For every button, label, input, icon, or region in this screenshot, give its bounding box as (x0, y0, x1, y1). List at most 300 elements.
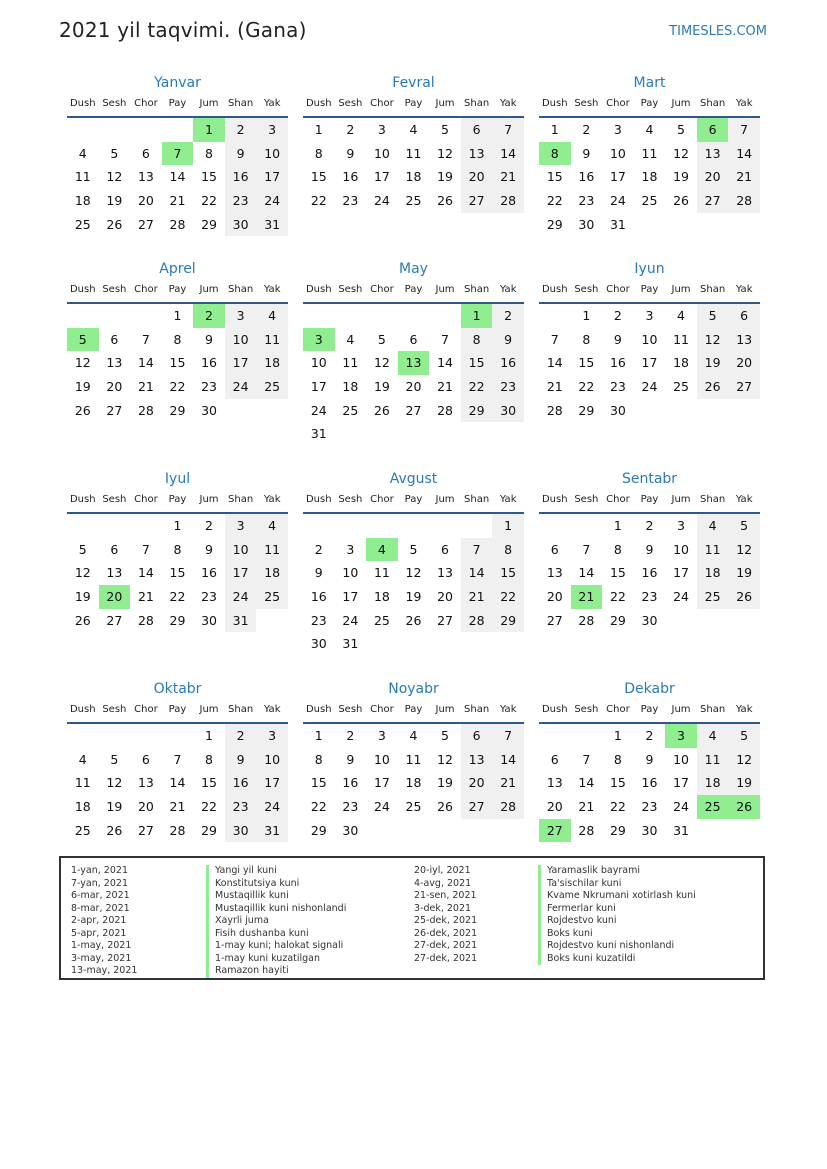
day-cell: 11 (673, 331, 689, 347)
day-cell: 4 (409, 122, 418, 137)
week-row (303, 375, 524, 399)
empty-day-cell (67, 304, 99, 328)
site-link[interactable]: TIMESLES.COM (669, 24, 767, 39)
weekday-label: Pay (640, 284, 659, 295)
weekday-label: Shan (228, 284, 254, 295)
holiday-day-cell: 27 (539, 819, 571, 843)
day-cell: 10 (225, 538, 257, 562)
weekday-label: Shan (228, 98, 254, 109)
legend-holiday-name: Konstitutsiya kuni (206, 878, 346, 891)
week-row (303, 585, 524, 609)
day-cell: 14 (492, 748, 524, 772)
week-row (67, 795, 288, 819)
empty-day-cell (697, 819, 729, 843)
empty-day-cell (429, 632, 461, 656)
empty-day-cell (130, 304, 162, 328)
week-row (67, 142, 288, 166)
legend-holiday-name: Yaramaslik bayrami (538, 865, 696, 878)
weeks (539, 118, 760, 236)
day-cell: 9 (582, 145, 591, 161)
empty-day-cell (461, 422, 493, 446)
day-cell: 12 (728, 748, 760, 772)
day-cell: 10 (609, 145, 626, 161)
weekday-label: Yak (735, 284, 753, 295)
day-cell: 29 (201, 822, 217, 838)
weekday-label: Jum (199, 284, 219, 295)
weekday-label: Chor (370, 284, 394, 295)
day-cell: 30 (225, 213, 257, 237)
day-cell: 20 (106, 379, 123, 395)
legend-holiday-name: Fisih dushanba kuni (206, 928, 346, 941)
day-cell: 25 (74, 822, 91, 838)
weekday-label: Sesh (338, 494, 363, 505)
day-cell: 25 (74, 216, 91, 232)
weekday-header (303, 280, 524, 304)
legend-names-col-2 (538, 865, 696, 965)
week-row (539, 165, 760, 189)
day-cell: 2 (225, 724, 257, 748)
day-cell: 23 (641, 799, 658, 815)
weekday-label: Chor (134, 284, 158, 295)
week-row (539, 748, 760, 772)
day-cell: 17 (641, 355, 658, 371)
week-row (303, 819, 524, 843)
day-cell: 6 (141, 751, 150, 767)
legend-holiday-name: Ta'sischilar kuni (538, 878, 696, 891)
week-row (67, 375, 288, 399)
week-row (303, 118, 524, 142)
day-cell: 23 (578, 193, 595, 209)
day-cell: 17 (673, 775, 689, 791)
weekday-label: Yak (735, 98, 753, 109)
day-cell: 28 (437, 402, 453, 418)
weekday-label: Dush (69, 98, 96, 109)
legend-holiday-name: Mustaqillik kuni (206, 890, 346, 903)
week-row (67, 399, 288, 423)
day-cell: 14 (437, 355, 453, 371)
day-cell: 18 (256, 561, 288, 585)
legend-holiday-name: 1-may kuni; halokat signali (206, 940, 346, 953)
day-cell: 9 (492, 328, 524, 352)
day-cell: 28 (137, 612, 154, 628)
empty-day-cell (461, 514, 493, 538)
day-cell: 9 (645, 541, 654, 557)
month-name: Mart (633, 75, 666, 91)
legend-holiday-name: Boks kuni kuzatildi (538, 953, 696, 966)
day-cell: 15 (201, 169, 217, 185)
day-cell: 15 (609, 775, 626, 791)
empty-day-cell (492, 819, 524, 843)
day-cell: 7 (492, 724, 524, 748)
weekday-label: Dush (305, 704, 332, 715)
day-cell: 13 (106, 565, 123, 581)
day-cell: 31 (256, 819, 288, 843)
empty-day-cell (366, 819, 398, 843)
day-cell: 9 (225, 142, 257, 166)
weeks (67, 304, 288, 422)
day-cell: 26 (74, 612, 91, 628)
day-cell: 23 (201, 379, 217, 395)
day-cell: 11 (697, 748, 729, 772)
day-cell: 29 (609, 612, 626, 628)
day-cell: 19 (437, 775, 453, 791)
day-cell: 2 (645, 518, 654, 533)
empty-day-cell (429, 304, 461, 328)
empty-day-cell (728, 213, 760, 237)
day-cell: 5 (728, 514, 760, 538)
weekday-label: Pay (168, 494, 187, 505)
weeks (303, 514, 524, 656)
empty-day-cell (571, 514, 603, 538)
holiday-day-cell: 3 (665, 724, 697, 748)
weekday-label: Yak (263, 284, 281, 295)
legend-holiday-name: Fermerlar kuni (538, 903, 696, 916)
empty-day-cell (398, 304, 430, 328)
week-row (67, 771, 288, 795)
day-cell: 15 (310, 775, 327, 791)
weekday-label: Yak (263, 494, 281, 505)
day-cell: 6 (110, 331, 119, 347)
day-cell: 27 (106, 402, 123, 418)
weekday-header (303, 700, 524, 724)
week-row (539, 189, 760, 213)
day-cell: 11 (697, 538, 729, 562)
month-name: Iyul (164, 471, 191, 487)
day-cell: 23 (609, 379, 626, 395)
weekday-header (67, 280, 288, 304)
weekday-label: Shan (464, 284, 490, 295)
day-cell: 2 (346, 122, 355, 137)
month-fevral (303, 72, 524, 258)
legend-date: 3-may, 2021 (71, 952, 132, 964)
day-cell: 9 (314, 565, 323, 581)
legend-date: 27-dek, 2021 (414, 952, 478, 964)
week-row (303, 351, 524, 375)
day-cell: 7 (141, 331, 150, 347)
day-cell: 26 (74, 402, 91, 418)
weeks (539, 724, 760, 842)
holiday-day-cell: 13 (398, 351, 430, 375)
day-cell: 7 (441, 331, 449, 347)
day-cell: 22 (546, 193, 563, 209)
weekday-label: Shan (228, 494, 254, 505)
day-cell: 20 (137, 799, 154, 815)
day-cell: 12 (673, 145, 689, 161)
day-cell: 26 (697, 375, 729, 399)
week-row (539, 351, 760, 375)
day-cell: 18 (697, 771, 729, 795)
day-cell: 4 (409, 728, 418, 743)
day-cell: 6 (141, 145, 150, 161)
day-cell: 29 (310, 822, 327, 838)
day-cell: 24 (609, 193, 626, 209)
day-cell: 20 (546, 799, 563, 815)
day-cell: 2 (225, 118, 257, 142)
weekday-label: Dush (541, 284, 568, 295)
day-cell: 16 (342, 169, 359, 185)
week-row (303, 514, 524, 538)
empty-day-cell (492, 422, 524, 446)
day-cell: 31 (342, 636, 359, 652)
day-cell: 22 (578, 379, 595, 395)
weekday-label: Dush (305, 284, 332, 295)
month-may (303, 258, 524, 468)
month-name: Sentabr (621, 471, 678, 487)
day-cell: 27 (437, 612, 453, 628)
empty-day-cell (303, 514, 335, 538)
week-row (67, 585, 288, 609)
day-cell: 4 (256, 514, 288, 538)
empty-day-cell (398, 632, 430, 656)
weekday-label: Chor (134, 494, 158, 505)
day-cell: 24 (342, 612, 359, 628)
day-cell: 6 (550, 541, 559, 557)
day-cell: 19 (697, 351, 729, 375)
day-cell: 15 (492, 561, 524, 585)
weekday-label: Yak (499, 704, 517, 715)
day-cell: 6 (728, 304, 760, 328)
day-cell: 8 (205, 751, 213, 767)
week-row (67, 165, 288, 189)
day-cell: 17 (609, 169, 626, 185)
month-name: Dekabr (624, 681, 675, 697)
day-cell: 28 (492, 189, 524, 213)
legend-dates-col-2 (414, 865, 477, 965)
day-cell: 18 (74, 799, 91, 815)
day-cell: 26 (106, 822, 123, 838)
week-row (303, 609, 524, 633)
weekday-label: Dush (541, 704, 568, 715)
day-cell: 29 (169, 402, 186, 418)
day-cell: 8 (314, 751, 323, 767)
day-cell: 26 (728, 585, 760, 609)
day-cell: 29 (201, 216, 217, 232)
day-cell: 6 (461, 118, 493, 142)
day-cell: 3 (377, 728, 386, 743)
empty-day-cell (366, 632, 398, 656)
empty-day-cell (335, 304, 367, 328)
week-row (539, 819, 760, 843)
day-cell: 16 (641, 565, 658, 581)
legend-holiday-name: Ramazon hayiti (206, 965, 346, 978)
day-cell: 4 (677, 308, 685, 323)
day-cell: 14 (169, 775, 186, 791)
weekday-label: Pay (404, 284, 423, 295)
day-cell: 24 (256, 795, 288, 819)
week-row (539, 514, 760, 538)
day-cell: 19 (728, 561, 760, 585)
weekday-label: Sesh (338, 704, 363, 715)
day-cell: 24 (673, 799, 689, 815)
weekday-label: Pay (640, 494, 659, 505)
day-cell: 6 (461, 724, 493, 748)
day-cell: 24 (641, 379, 658, 395)
day-cell: 24 (373, 799, 390, 815)
day-cell: 25 (373, 612, 390, 628)
day-cell: 24 (310, 402, 327, 418)
day-cell: 15 (310, 169, 327, 185)
month-aprel (67, 258, 288, 468)
weekday-label: Dush (69, 704, 96, 715)
page-title: 2021 yil taqvimi. (Gana) (59, 18, 307, 42)
weekday-label: Chor (606, 704, 630, 715)
day-cell: 25 (405, 193, 422, 209)
day-cell: 20 (437, 589, 453, 605)
day-cell: 18 (405, 169, 422, 185)
weekday-label: Sesh (574, 98, 599, 109)
day-cell: 21 (169, 799, 186, 815)
month-name: May (399, 261, 428, 277)
day-cell: 30 (609, 402, 626, 418)
week-row (539, 375, 760, 399)
day-cell: 21 (492, 771, 524, 795)
day-cell: 24 (256, 189, 288, 213)
holiday-day-cell: 5 (67, 328, 99, 352)
day-cell: 16 (578, 169, 595, 185)
empty-day-cell (539, 724, 571, 748)
day-cell: 23 (310, 612, 327, 628)
weekday-label: Dush (305, 98, 332, 109)
day-cell: 26 (405, 612, 422, 628)
day-cell: 10 (256, 748, 288, 772)
day-cell: 22 (310, 193, 327, 209)
day-cell: 23 (201, 589, 217, 605)
day-cell: 21 (169, 193, 186, 209)
week-row (303, 142, 524, 166)
week-row (539, 304, 760, 328)
empty-day-cell (697, 213, 729, 237)
day-cell: 6 (110, 541, 119, 557)
empty-day-cell (67, 724, 99, 748)
day-cell: 1 (492, 514, 524, 538)
day-cell: 9 (346, 145, 355, 161)
day-cell: 12 (697, 328, 729, 352)
empty-day-cell (366, 304, 398, 328)
day-cell: 7 (141, 541, 150, 557)
day-cell: 8 (613, 751, 622, 767)
day-cell: 11 (74, 169, 91, 185)
day-cell: 2 (613, 308, 622, 323)
day-cell: 29 (492, 609, 524, 633)
day-cell: 27 (106, 612, 123, 628)
weekday-header (67, 700, 288, 724)
day-cell: 22 (201, 193, 217, 209)
day-cell: 4 (78, 751, 87, 767)
day-cell: 6 (550, 751, 559, 767)
day-cell: 25 (342, 402, 359, 418)
day-cell: 29 (578, 402, 595, 418)
day-cell: 18 (342, 379, 359, 395)
day-cell: 22 (169, 379, 186, 395)
day-cell: 30 (641, 612, 658, 628)
day-cell: 22 (201, 799, 217, 815)
legend-holiday-name: Kvame Nkrumani xotirlash kuni (538, 890, 696, 903)
day-cell: 28 (492, 795, 524, 819)
day-cell: 19 (728, 771, 760, 795)
day-cell: 31 (225, 609, 257, 633)
weekday-label: Yak (499, 494, 517, 505)
week-row (67, 304, 288, 328)
day-cell: 19 (106, 799, 123, 815)
day-cell: 14 (137, 565, 154, 581)
empty-day-cell (303, 304, 335, 328)
day-cell: 8 (582, 331, 591, 347)
week-row (67, 118, 288, 142)
day-cell: 21 (728, 165, 760, 189)
legend-date: 1-yan, 2021 (71, 865, 128, 876)
day-cell: 10 (342, 565, 359, 581)
weekday-label: Shan (700, 494, 726, 505)
empty-day-cell (335, 514, 367, 538)
day-cell: 8 (461, 328, 493, 352)
weekday-label: Sesh (574, 284, 599, 295)
day-cell: 10 (225, 328, 257, 352)
weekday-label: Dush (305, 494, 332, 505)
day-cell: 7 (461, 538, 493, 562)
week-row (67, 328, 288, 352)
week-row (539, 561, 760, 585)
day-cell: 8 (492, 538, 524, 562)
day-cell: 8 (613, 541, 622, 557)
day-cell: 21 (137, 589, 154, 605)
empty-day-cell (99, 724, 131, 748)
day-cell: 5 (377, 331, 386, 347)
day-cell: 29 (169, 612, 186, 628)
day-cell: 23 (342, 799, 359, 815)
day-cell: 20 (405, 379, 422, 395)
day-cell: 24 (225, 585, 257, 609)
empty-day-cell (539, 304, 571, 328)
day-cell: 25 (697, 585, 729, 609)
day-cell: 20 (461, 771, 493, 795)
week-row (539, 538, 760, 562)
week-row (303, 399, 524, 423)
week-row (303, 189, 524, 213)
holiday-day-cell: 25 (697, 795, 729, 819)
empty-day-cell (225, 399, 257, 423)
day-cell: 18 (373, 589, 390, 605)
day-cell: 11 (405, 145, 422, 161)
day-cell: 28 (169, 216, 186, 232)
month-yanvar (67, 72, 288, 258)
weekday-label: Yak (263, 98, 281, 109)
day-cell: 4 (346, 331, 355, 347)
week-row (303, 422, 524, 446)
day-cell: 11 (373, 565, 390, 581)
weekday-label: Sesh (574, 494, 599, 505)
day-cell: 26 (373, 402, 390, 418)
day-cell: 3 (645, 308, 654, 323)
week-row (303, 328, 524, 352)
week-row (539, 328, 760, 352)
day-cell: 13 (461, 748, 493, 772)
day-cell: 22 (492, 585, 524, 609)
day-cell: 2 (205, 518, 213, 533)
empty-day-cell (665, 213, 697, 237)
empty-day-cell (492, 632, 524, 656)
holiday-day-cell: 21 (571, 585, 603, 609)
day-cell: 17 (342, 589, 359, 605)
day-cell: 1 (582, 308, 591, 323)
empty-day-cell (697, 609, 729, 633)
day-cell: 29 (609, 822, 626, 838)
weekday-label: Jum (435, 284, 455, 295)
day-cell: 27 (137, 216, 154, 232)
day-cell: 28 (461, 609, 493, 633)
day-cell: 17 (373, 169, 390, 185)
holiday-day-cell: 26 (728, 795, 760, 819)
day-cell: 9 (205, 331, 213, 347)
